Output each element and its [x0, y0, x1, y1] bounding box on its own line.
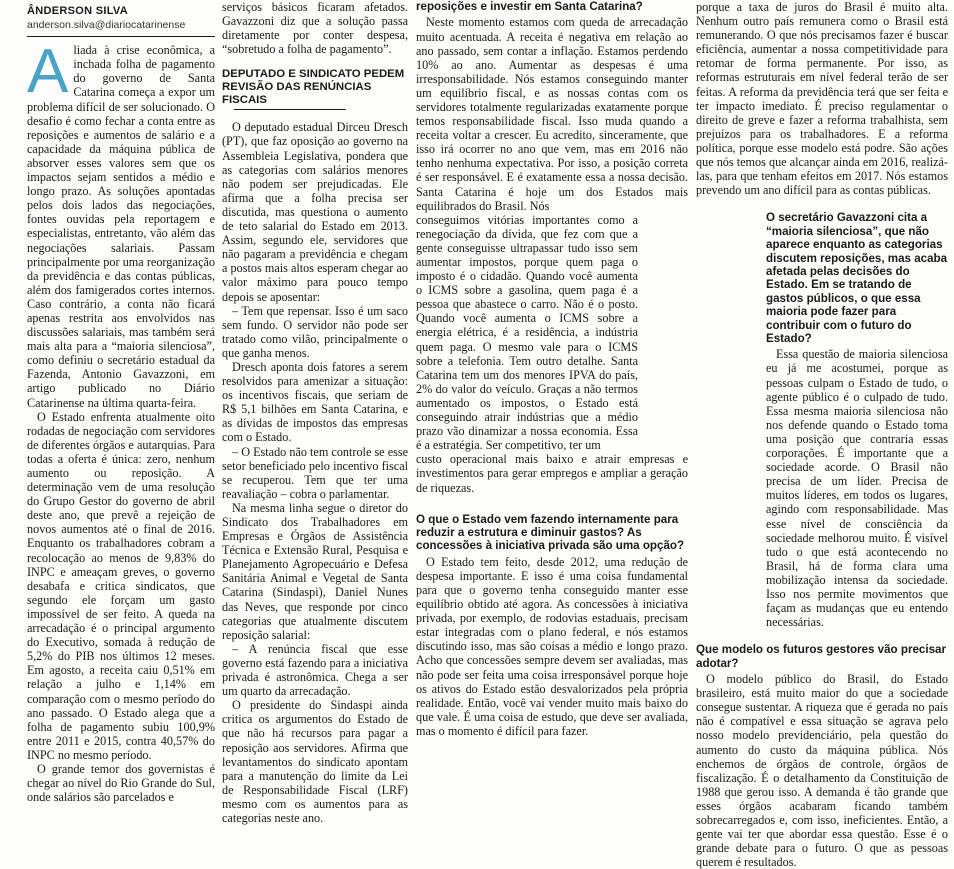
- drop-cap: A: [27, 37, 69, 107]
- body-paragraph: – A renúncia fiscal que esse governo está fazendo para a iniciativa privada é astronômica. Chega a ser um quarto da arrecadação.: [222, 641, 408, 699]
- interview-answer: Essa questão de maioria silenciosa eu já me acostumei, porque as pessoas culpam o Estado de tudo, o agente público é o culpado de tudo. Essa mesma maioria silenciosa não nos defende quando o Estado toma uma posição que contraria essas corporações. É importante que a sociedade acorde. O Brasil não precisa de um líder. Precisa de muitos líderes, em todos os lugares, agindo com responsabilidade. Mas esse nível de consciência da sociedade melhorou muito. É visível tudo o que está acontecendo no Brasil, há de forma clara uma mobilização intensa da sociedade. Isso nos permite movimentos que façam as mudanças que eu entendo necessárias.: [766, 347, 948, 630]
- continuation-paragraph: serviços básicos ficaram afetados. Gavazzoni diz que a solução passa diretamente por conter despesa, “sobretudo a folha de pagamento”.: [222, 0, 408, 57]
- body-paragraph: – O Estado não tem controle se esse setor beneficiado pelo incentivo fiscal se recuperou. Tem que ter uma reavaliação – cobra o parlamentar.: [222, 444, 408, 501]
- interview-answer-wrapped: conseguimos vitórias importantes como a renegociação da dívida, que fez com que a gente conseguisse ultrapassar tudo isso sem aumentar impostos, porque quem paga o imposto é o cidadão. Quando você aumenta o ICMS sobre a gasolina, quem paga é a pessoa que abastece o carro. Não é o posto. Quando você aumenta o ICMS sobre a energia elétrica, é a residência, a indústria quem paga. O mesmo vale para o ICMS sobre a telefonia. Tem outro detalhe. Santa Catarina tem um dos menores IPVA do país, 2% do valor do veículo. Graças a não termos aumentado os impostos, o Estado está conseguindo atrair indústrias que a médio prazo vão dinamizar a nossa economia. Essa é a estratégia. Ser competitivo, ter um: [416, 212, 638, 453]
- interview-question: O que o Estado vem fazendo internamente para reduzir a estrutura e diminuir gastos? As concessões à iniciativa privada são uma opção?: [416, 512, 685, 553]
- interview-answer: Neste momento estamos com queda de arrecadação muito acentuada. A receita é negativa em relação ao ano passado, sem contar a inflação. Estamos perdendo 10% ao ano. Aumentar as despesas é uma irresponsabilidade. Nós estamos conseguindo manter um equilíbrio fiscal, e as nossas contas com os servidores totalmente regularizadas exatamente porque temos responsabilidade fiscal. Isso muda quando a receita voltar a crescer. Eu acredito, sinceramente, que isso irá ocorrer no ano que vem, mas em 2016 não tenho nenhuma expectativa. Por isso, a posição correta é ser responsável. E é exatamente essa a nossa decisão. Santa Catarina é hoje um dos Estados mais equilibrados do Brasil. Nós: [416, 15, 688, 213]
- column-2: [222, 0, 408, 825]
- body-paragraph: O grande temor dos governistas é chegar ao nível do Rio Grande do Sul, onde salários são parcelados e: [27, 761, 215, 805]
- body-paragraph: Dresch aponta dois fatores a serem resolvidos para amenizar a situação: os incentivos fiscais, que seriam de R$ 5,1 bilhões em Santa Catarina, e as dívidas de impostos das empresas com o Estado.: [222, 359, 408, 445]
- interview-answer: O modelo público do Brasil, do Estado brasileiro, está muito maior do que a sociedade consegue sustentar. A riqueza que é gerada no país não é compatível e essa situação se agrava pelo nosso modelo previdenciário, pela questão do aumento do custo da máquina pública. Nós enchemos de órgãos de controle, órgãos de fiscalização. É o detalhamento da Constituição de 1988 que gerou isso. A demanda é tão grande que esses órgãos acabaram ficando também sobrecarregados e, com isso, ineficientes. Então, a gente vai ter que abordar essa questão. Esse é o grande debate para o futuro. O que as pessoas querem é resultados.: [696, 672, 948, 869]
- section-subhead: DEPUTADO E SINDICATO PEDEM REVISÃO DAS RENÚNCIAS FISCAIS: [222, 68, 408, 110]
- intro-paragraph: Aliada à crise econômica, a inchada folha de pagamento do governo de Santa Catarina começa a expor um problema difícil de ser solucionado. O desafio é como fechar a conta entre as reposições e aumentos de salário e a capacidade da máquina pública de absorver esses valores sem que os impactos sejam sentidos a médio e longo prazo. As soluções apontadas pelos dois lados das negociações, fontes ouvidas pela reportagem e especialistas, entretanto, vão além das negociações salariais. Passam principalmente por uma reorganização da previdência e das contas públicas, além dos famigerados cortes internos. Caso contrário, a conta não ficará apenas restrita aos envolvidos nas discussões salariais, mas também será mais alta para a “maioria silenciosa”, como definiu o secretário estadual da Fazenda, Antonio Gavazzoni, em artigo publicado no Diário Catarinense na última quarta-feira.: [27, 37, 215, 410]
- interview-question: reposições e investir em Santa Catarina?: [416, 0, 643, 13]
- body-paragraph: O deputado estadual Dirceu Dresch (PT), que faz oposição ao governo na Assembleia Legislativa, pondera que as categorias com salários menores não podem ser prejudicadas. Ele afirma que a folha precisa ser discutida, mas questiona o aumento de teto salarial do Estado em 2013. Assim, segundo ele, servidores que não pagaram a previdência e chegam a postos mais altos esperam chegar ao valor máximo para pouco tempo depois se aposentar:: [222, 120, 408, 304]
- column-3: [416, 0, 688, 738]
- subhead-underline: [234, 109, 346, 110]
- interview-question: Que modelo os futuros gestores vão precisar adotar?: [696, 643, 946, 670]
- interview-answer-end: custo operacional mais baixo e atrair empresas e investimentos para gerar empregos e ampliar a geração de riquezas.: [416, 452, 688, 495]
- column-1: [27, 0, 215, 804]
- body-paragraph: – Tem que repensar. Isso é um saco sem fundo. O servidor não pode ser tratado como vilão, principalmente o que ganha menos.: [222, 303, 408, 360]
- continuation-paragraph: porque a taxa de juros do Brasil é muito alta. Nenhum outro país remunera como o Brasil está remunerando. O que nós precisamos fazer é buscar eficiência, aumentar a nossa competitividade para retomar de forma permanente. Por isso, as reformas estruturais em nível federal terão de ser feitas. A reforma da previdência terá que ser feita e ter impacto imediato. É preciso regulamentar o direito de greve e fazer a reforma trabalhista, sem prejuízos para os trabalhadores. E a reforma política, porque esse modelo está podre. São ações que nós temos que alcançar ainda em 2016, realizá-las, para que tenham efeitos em 2017. Nós estamos prevendo um ano difícil para as contas públicas.: [696, 0, 948, 198]
- body-paragraph: O presidente do Sindaspi ainda critica os argumentos do Estado de que não há recursos para pagar a reposição aos servidores. Afirma que levantamentos do sindicato apontam para a manutenção do limite da Lei de Responsabilidade Fiscal (LRF) mesmo com os aumentos para as categorias neste ano.: [222, 698, 408, 825]
- body-paragraph: Na mesma linha segue o diretor do Sindicato dos Trabalhadores em Empresas e Órgãos de Assistência Técnica e Extensão Rural, Pesquisa e Planejamento Agropecuário e Defesa Sanitária Animal e Vegetal de Santa Catarina (Sindaspi), Daniel Nunes das Neves, que responde por cinco categorias que atualmente discutem reposição salarial:: [222, 500, 408, 642]
- interview-question: O secretário Gavazzoni cita a “maioria silenciosa”, que não aparece enquanto as categorias discutem reposições, mas acaba afetada pelas decisões do Estado. Em se tratando de gastos públicos, o que essa maioria pode fazer para contribuir com o futuro do Estado?: [766, 211, 948, 345]
- interview-answer: O Estado tem feito, desde 2012, uma redução de despesa importante. E isso é uma coisa fundamental para que o governo tenha conseguido manter esse equilíbrio obtido até agora. As concessões à iniciativa privada, por exemplo, de rodovias estaduais, precisam estar integradas com o plano federal, e nós estamos discutindo isso, mas são coisas a médio e longo prazo. Acho que concessões sempre devem ser avaliadas, mas não pode ser feita uma coisa irresponsável porque hoje os ativos do Estado estão desvalorizados pela própria realidade. Então, você vai vender muito mais baixo do que vale. É uma coisa de estudo, que deve ser avaliada, mas o momento é difícil para fazer.: [416, 554, 688, 738]
- author-email: anderson.silva@diariocatarinense: [27, 19, 186, 32]
- body-paragraph: O Estado enfrenta atualmente oito rodadas de negociação com servidores de diferentes órgãos e autarquias. Para todas a oferta é única: zero, nenhum aumento ou reposição. A determinação vem de uma resolução do Grupo Gestor do governo de abril deste ano, que prevê a rejeição de novos aumentos até o final de 2016. Enquanto os trabalhadores cobram a recolocação ao menos de 9,83% do INPC e ameaçam greves, o governo desabafa e critica sindicatos, que segundo ele forçam um gasto impossível de ser feito. A queda na arrecadação é o principal argumento do Executivo, somada à redução de 5,2% do PIB nos últimos 12 meses. Em agosto, a receita caiu 0,51% em relação a julho e 1,14% em comparação com o mesmo período do ano passado. O Estado alega que a folha de pagamento subiu 100,9% entre 2011 e 2015, contra 40,57% do INPC no mesmo período.: [27, 409, 215, 762]
- author-name: ÂNDERSON SILVA: [27, 5, 128, 17]
- column-4: [696, 0, 948, 869]
